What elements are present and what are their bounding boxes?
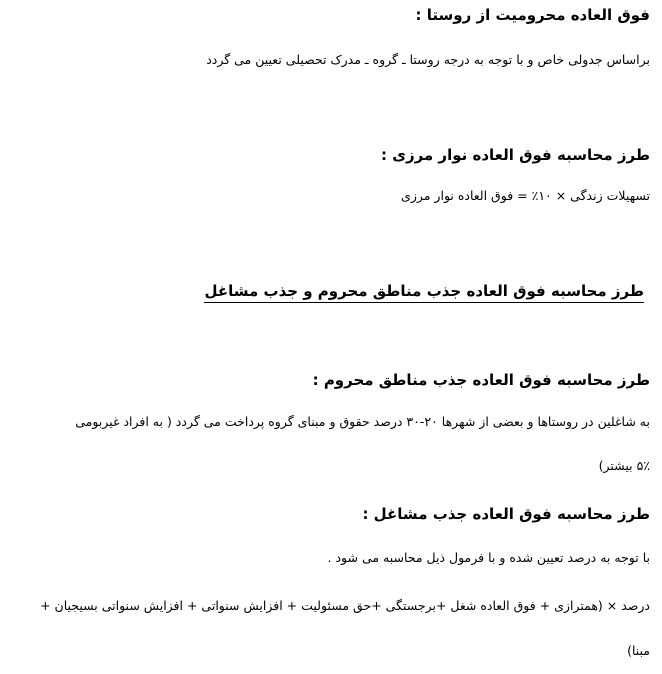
paragraph-deprived-areas-line-1: به شاغلین در روستاها و بعضی از شهرها ۲۰-۳۰ درصد حقوق و مبنای گروه پرداخت می گردد ( به افراد غیربومی	[75, 414, 650, 429]
section-title-attraction-allowance	[204, 282, 644, 300]
formula-border-allowance: تسهیلات زندگی × ۱۰٪ = فوق العاده نوار مرزی	[401, 188, 650, 203]
paragraph-job-attraction-intro: با توجه به درصد تعیین شده و با فرمول ذیل محاسبه می شود .	[327, 550, 650, 565]
heading-village-deprivation-allowance: فوق العاده محرومیت از روستا :	[415, 6, 650, 24]
heading-job-attraction-allowance: طرز محاسبه فوق العاده جذب مشاغل :	[362, 505, 650, 523]
heading-deprived-areas-attraction: طرز محاسبه فوق العاده جذب مناطق محروم :	[312, 371, 650, 389]
paragraph-village-deprivation-allowance: براساس جدولی خاص و با توجه به درجه روستا ـ گروه ـ مدرک تحصیلی تعیین می گردد	[206, 52, 650, 67]
heading-border-allowance-calculation: طرز محاسبه فوق العاده نوار مرزی :	[380, 146, 650, 164]
section-title-text: طرز محاسبه فوق العاده جذب مناطق محروم و جذب مشاغل	[204, 282, 644, 303]
formula-job-attraction-line-1: درصد × (همترازی + فوق العاده شغل +برجستگی +حق مسئولیت + افزایش سنواتی + افزایش سنواتی بسیجیان +	[40, 598, 650, 613]
paragraph-deprived-areas-line-2: ۵٪ بیشتر)	[598, 458, 650, 473]
formula-job-attraction-line-2: مبنا)	[627, 643, 650, 658]
